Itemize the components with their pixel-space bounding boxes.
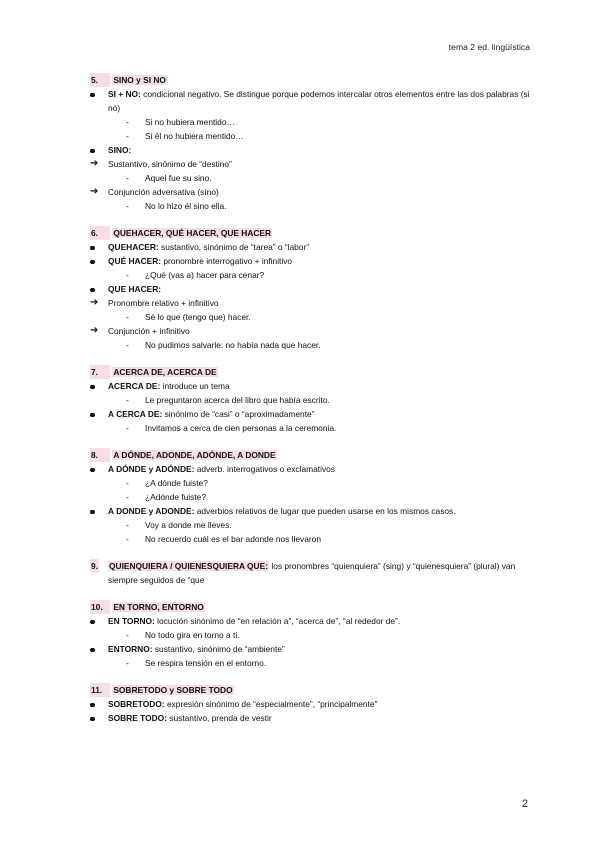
example-item [90,421,535,435]
dash-icon: - [126,312,129,322]
bullet-icon [90,246,95,251]
bullet-icon [90,288,95,293]
list-item [90,407,535,421]
example-text: Se respira tensión en el entorno. [145,658,267,668]
section-number: 10. [90,600,110,614]
section-10 [90,600,535,670]
example-text: ¿A dónde fuiste? [145,478,208,488]
dash-icon: - [126,270,129,280]
example-item [90,532,535,546]
example-item [90,490,535,504]
list-item [90,711,535,725]
section-heading: QUEHACER, QUÉ HACER, QUE HACER [113,228,272,238]
definition: Conjunción + infinitivo [108,326,190,336]
term: EN TORNO: [108,616,155,626]
list-item [90,157,535,171]
definition: Conjunción adversativa (síno) [108,187,219,197]
page-header: tema 2 ed. lingüística [448,42,530,52]
definition: adverbios relativos de lugar que pueden usarse en los mismos casos. [194,506,456,516]
list-item [90,504,535,518]
term: ACERCA DE: [108,381,161,391]
term: A DÓNDE y ADÓNDE: [108,464,195,474]
section-title [90,226,535,240]
example-text: Sé lo que (tengo que) hacer. [145,312,251,322]
example-text: No lo hizo él sino ella. [145,201,227,211]
section-number: 5. [90,73,110,87]
section-number: 7. [90,365,110,379]
term: SOBRETODO: [108,699,165,709]
arrow-icon: ➔ [90,325,99,336]
section-title [90,365,535,379]
dash-icon: - [126,630,129,640]
section-text: los pronombres “quienquiera” (sing) y “quienesquiera” (plural) van siempre seguidos de “que [108,561,516,585]
dash-icon: - [126,395,129,405]
section-number: 8. [90,448,110,462]
section-title [90,73,535,87]
example-item [90,310,535,324]
bullet-icon [90,93,95,98]
list-item [90,642,535,656]
definition: sustantivo, sinónimo de “tarea” o “labor” [158,242,310,252]
dash-icon: - [126,492,129,502]
bullet-icon [90,648,95,653]
bullet-icon [90,717,95,722]
section-heading: SOBRETODO y SOBRE TODO [113,685,233,695]
definition: adverb. interrogativos o exclamativos [194,464,335,474]
term: QUE HACER: [108,284,162,294]
list-item [90,324,535,338]
example-item [90,476,535,490]
definition: Sustantivo, sinónimo de “destino” [108,159,232,169]
dash-icon: - [126,131,129,141]
section-6 [90,226,535,352]
definition: condicional negativo. Se distingue porque podemos intercalar otros elementos entre las dos palabras (si nó) [108,89,530,113]
bullet-icon [90,260,95,265]
definition: Pronombre relativo + infinitivo [108,298,219,308]
example-text: Invitamos a cerca de cien personas a la ceremonia. [145,423,337,433]
section-heading: EN TORNO, ENTORNO [113,602,204,612]
example-item [90,171,535,185]
section-8 [90,448,535,546]
section-7 [90,365,535,435]
dash-icon: - [126,340,129,350]
dash-icon: - [126,478,129,488]
example-item [90,393,535,407]
dash-icon: - [126,423,129,433]
bullet-icon [90,468,95,473]
term: SOBRE TODO: [108,713,167,723]
section-5 [90,73,535,213]
arrow-icon: ➔ [90,297,99,308]
list-item [90,462,535,476]
example-text: Voy a donde me lleves. [145,520,232,530]
example-item [90,115,535,129]
example-item [90,129,535,143]
list-item [90,697,535,711]
dash-icon: - [126,201,129,211]
term: ENTORNO: [108,644,153,654]
definition: sustantivo, prenda de vestir [166,713,272,723]
dash-icon: - [126,520,129,530]
bullet-icon [90,385,95,390]
definition: locución sinónimo de “en relación a”, “acerca de”, “al rededor de”. [154,616,401,626]
section-9 [90,559,535,587]
document-body [90,73,535,738]
section-heading: QUIENQUIERA / QUIENESQUIERA QUE: [109,561,268,571]
bullet-icon [90,510,95,515]
section-title [90,448,535,462]
term: A DONDE y ADONDE: [108,506,195,516]
term: SI + NO: [108,89,141,99]
dash-icon: - [126,658,129,668]
list-item [90,282,535,296]
example-text: Aquel fue su sino. [145,173,212,183]
list-item [90,296,535,310]
example-item [90,268,535,282]
list-item [90,379,535,393]
section-11 [90,683,535,725]
example-text: ¿Qué (vas a) hacer para cenar? [145,270,265,280]
definition: pronombre interrogativo + infinitivo [161,256,293,266]
definition: introduce un tema [160,381,230,391]
example-item [90,628,535,642]
page-number: 2 [521,798,528,810]
list-item [90,614,535,628]
example-item [90,199,535,213]
example-item [90,518,535,532]
section-number: 11. [90,683,110,697]
example-item [90,656,535,670]
term: SINO: [108,145,132,155]
bullet-icon [90,620,95,625]
bullet-icon [90,703,95,708]
list-item [90,185,535,199]
list-item [90,240,535,254]
dash-icon: - [126,117,129,127]
dash-icon: - [126,173,129,183]
example-text: No pudimos salvarle: no había nada que hacer. [145,340,321,350]
example-text: No recuerdo cuál es el bar adonde nos llevaron [145,534,321,544]
example-text: Si él no hubiera mentido… [145,131,244,141]
example-text: ¿Adónde fuiste? [145,492,206,502]
section-title [90,559,535,587]
bullet-icon [90,413,95,418]
term: QUÉ HACER: [108,256,162,266]
example-text: No todo gira en torno a ti. [145,630,240,640]
arrow-icon: ➔ [90,186,99,197]
section-title [90,683,535,697]
list-item [90,254,535,268]
section-title [90,600,535,614]
term: QUEHACER: [108,242,159,252]
section-number: 6. [90,226,110,240]
example-item [90,338,535,352]
section-heading: ACERCA DE, ACERCA DE [113,367,217,377]
section-heading: SINO y SI NO [113,75,166,85]
bullet-icon [90,149,95,154]
definition: sinónimo de “casi” o “aproximadamente” [162,409,315,419]
example-text: Si no hubiera mentido… [145,117,235,127]
section-heading: A DÓNDE, ADONDE, ADÓNDE, A DONDE [113,450,276,460]
definition: sustantivo, sinónimo de “ambiente” [152,644,285,654]
definition: expresión sinónimo de “especialmente”, “principalmente” [164,699,378,709]
term: A CERCA DE: [108,409,163,419]
list-item [90,143,535,157]
list-item [90,87,535,115]
section-number: 9. [91,561,98,571]
example-text: Le preguntaron acerca del libro que había escrito. [145,395,330,405]
dash-icon: - [126,534,129,544]
arrow-icon: ➔ [90,158,99,169]
